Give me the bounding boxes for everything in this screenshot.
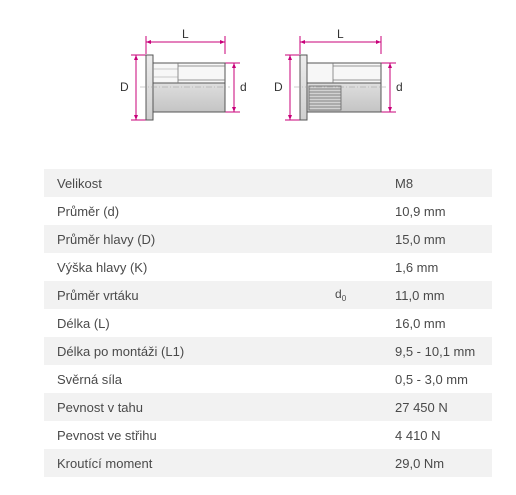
spec-value: 0,5 - 3,0 mm [395, 365, 492, 393]
spec-row [44, 393, 492, 421]
spec-row [44, 449, 492, 477]
spec-value: 15,0 mm [395, 225, 492, 253]
spec-value: 9,5 - 10,1 mm [395, 337, 492, 365]
right-D-label: D [274, 80, 283, 94]
left-D-dimension [131, 55, 146, 120]
left-D-label: D [120, 80, 129, 94]
spec-row [44, 337, 492, 365]
spec-label: Průměr (d) [44, 197, 335, 225]
spec-symbol-cell [335, 253, 395, 281]
specification-table [44, 169, 492, 477]
specification-table-body [44, 169, 492, 477]
right-d-label: d [396, 80, 403, 94]
spec-symbol-cell [335, 281, 395, 309]
spec-label: Kroutící moment [44, 449, 335, 477]
spec-label: Pevnost v tahu [44, 393, 335, 421]
spec-value: 16,0 mm [395, 309, 492, 337]
rivet-nut-drawings-svg [0, 0, 516, 160]
spec-value: 1,6 mm [395, 253, 492, 281]
left-d-label: d [240, 80, 247, 94]
spec-symbol: d [335, 287, 342, 301]
spec-label: Délka (L) [44, 309, 335, 337]
spec-value: 27 450 N [395, 393, 492, 421]
right-D-dimension [285, 55, 300, 120]
spec-symbol-cell [335, 197, 395, 225]
spec-symbol-cell [335, 365, 395, 393]
left-d-dimension [225, 63, 240, 112]
spec-label: Průměr hlavy (D) [44, 225, 335, 253]
spec-label: Výška hlavy (K) [44, 253, 335, 281]
knurling-lines [309, 89, 341, 107]
spec-row [44, 365, 492, 393]
spec-symbol-cell [335, 421, 395, 449]
spec-symbol-subscript: 0 [341, 294, 347, 303]
right-d-dimension [381, 63, 396, 112]
spec-symbol-cell [335, 169, 395, 197]
spec-symbol-cell [335, 309, 395, 337]
spec-symbol-cell [335, 225, 395, 253]
spec-label: Velikost [44, 169, 335, 197]
left-rivet-nut-drawing [131, 36, 240, 120]
left-L-label: L [182, 27, 189, 41]
spec-value: M8 [395, 169, 492, 197]
spec-label: Pevnost ve střihu [44, 421, 335, 449]
spec-value: 11,0 mm [395, 281, 492, 309]
spec-symbol-cell [335, 393, 395, 421]
spec-row [44, 253, 492, 281]
spec-symbol-cell [335, 449, 395, 477]
spec-row [44, 169, 492, 197]
spec-label: Průměr vrtáku [44, 281, 335, 309]
spec-value: 29,0 Nm [395, 449, 492, 477]
spec-value: 10,9 mm [395, 197, 492, 225]
spec-row [44, 309, 492, 337]
spec-row [44, 421, 492, 449]
right-rivet-nut-drawing [285, 36, 396, 120]
spec-label: Svěrná síla [44, 365, 335, 393]
spec-row [44, 197, 492, 225]
spec-value: 4 410 N [395, 421, 492, 449]
spec-row [44, 225, 492, 253]
technical-drawings [0, 0, 516, 160]
spec-symbol-cell [335, 337, 395, 365]
spec-row [44, 281, 492, 309]
spec-label: Délka po montáži (L1) [44, 337, 335, 365]
right-L-label: L [337, 27, 344, 41]
